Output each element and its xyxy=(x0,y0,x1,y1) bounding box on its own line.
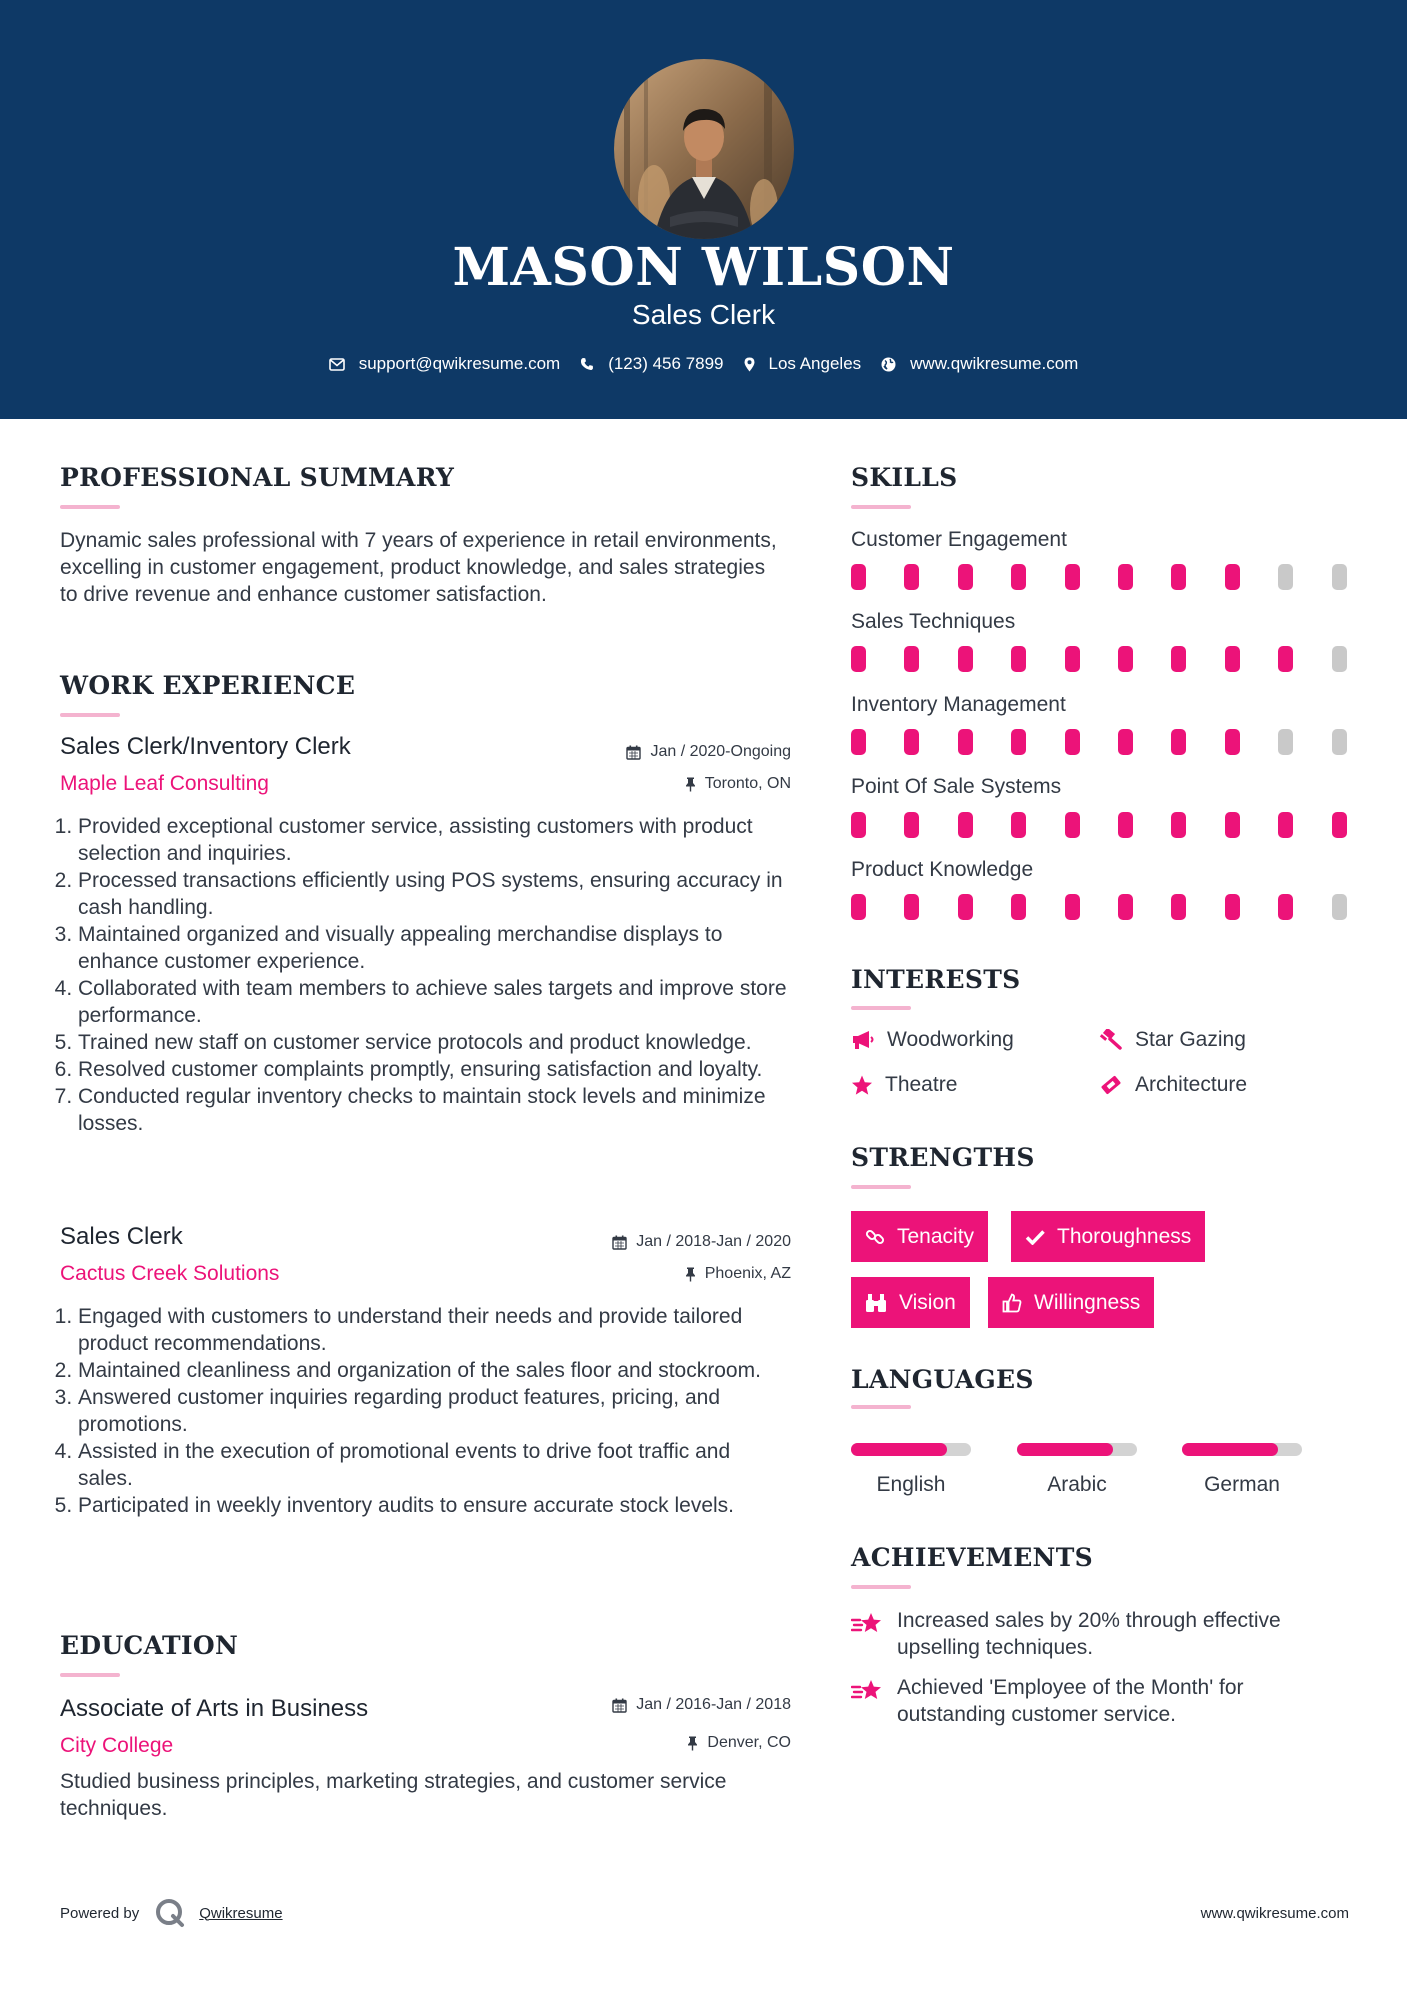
list-item: 5. Participated in weekly inventory audits to ensure accurate stock levels. xyxy=(78,1492,790,1519)
shooting-star-icon xyxy=(851,1678,885,1704)
phone-icon xyxy=(580,357,594,371)
skill-dot-filled xyxy=(1225,894,1240,920)
job-date-text: Jan / 2018-Jan / 2020 xyxy=(636,1233,791,1250)
education-location xyxy=(687,1732,791,1754)
skill-dot-filled xyxy=(1171,564,1186,590)
footer-url[interactable]: www.qwikresume.com xyxy=(1200,1905,1349,1922)
list-item: 2. Maintained cleanliness and organization of the sales floor and stockroom. xyxy=(78,1357,790,1384)
footer-powered-by xyxy=(60,1898,283,1928)
skill-dot-filled xyxy=(1011,646,1026,672)
skill-dot-filled xyxy=(904,564,919,590)
skill-dot-filled xyxy=(1332,812,1347,838)
skill-dot-filled xyxy=(1065,812,1080,838)
skill-dot-filled xyxy=(1171,646,1186,672)
education-date xyxy=(612,1694,791,1716)
contact-phone[interactable] xyxy=(580,352,723,376)
interest-label: Star Gazing xyxy=(1135,1028,1246,1051)
list-item: 2. Processed transactions efficiently using POS systems, ensuring accuracy in cash handling. xyxy=(78,867,790,921)
job-title: Sales Clerk/Inventory Clerk xyxy=(60,733,351,760)
interest-label: Architecture xyxy=(1135,1073,1248,1096)
experience-heading: WORK EXPERIENCE xyxy=(60,671,356,700)
skill-rating xyxy=(851,646,1351,672)
skill-name: Sales Techniques xyxy=(851,610,1016,633)
skill-dot-filled xyxy=(1171,812,1186,838)
list-item: 6. Resolved customer complaints promptly, ensuring satisfaction and loyalty. xyxy=(78,1056,790,1083)
achievements-heading: ACHIEVEMENTS xyxy=(851,1543,1093,1572)
skill-dot-filled xyxy=(1065,646,1080,672)
summary-text: Dynamic sales professional with 7 years of experience in retail environments, excelling in customer engagement, product knowledge, and sales strategies to drive revenue and enhance customer satisfaction. xyxy=(60,529,777,606)
skill-name: Point Of Sale Systems xyxy=(851,775,1062,798)
interest-item xyxy=(1099,1072,1247,1098)
strength-chip xyxy=(851,1277,970,1328)
contact-website-text: www.qwikresume.com xyxy=(910,354,1079,373)
gavel-icon xyxy=(1099,1029,1123,1051)
language-name: German xyxy=(1204,1473,1280,1496)
job-date-text: Jan / 2020-Ongoing xyxy=(650,743,791,760)
interest-item xyxy=(851,1027,1014,1053)
contact-website[interactable] xyxy=(881,352,1078,376)
strength-label: Willingness xyxy=(1034,1290,1141,1314)
skill-dot-filled xyxy=(958,894,973,920)
job-date xyxy=(626,741,791,763)
language-level-fill xyxy=(1017,1443,1113,1456)
strength-chip xyxy=(1011,1211,1205,1262)
skill-dot-filled xyxy=(1278,646,1293,672)
powered-by-text: Powered by xyxy=(60,1904,140,1922)
strength-label: Thoroughness xyxy=(1057,1224,1192,1248)
job-location xyxy=(685,773,791,795)
skill-dot-filled xyxy=(851,729,866,755)
skill-dot-filled xyxy=(904,729,919,755)
skill-dot-filled xyxy=(958,729,973,755)
strengths-heading: STRENGTHS xyxy=(851,1143,1035,1172)
binoculars-icon xyxy=(865,1293,887,1313)
skill-dot-filled xyxy=(851,894,866,920)
contact-location xyxy=(744,352,862,376)
skill-dot-filled xyxy=(904,894,919,920)
skill-rating xyxy=(851,812,1351,838)
skill-dot-filled xyxy=(958,564,973,590)
skill-dot-empty xyxy=(1278,564,1293,590)
skill-dot-filled xyxy=(1065,564,1080,590)
skill-name: Customer Engagement xyxy=(851,528,1067,551)
skill-dot-filled xyxy=(1118,894,1133,920)
qwikresume-link[interactable]: Qwikresume xyxy=(199,1904,283,1922)
qwikresume-logo-icon xyxy=(155,1898,185,1928)
strengths-heading-underline xyxy=(851,1185,911,1189)
list-item: 4. Assisted in the execution of promotional events to drive foot traffic and sales. xyxy=(78,1438,790,1492)
achievement-text: Achieved 'Employee of the Month' for outstanding customer service. xyxy=(897,1676,1244,1726)
job-date xyxy=(612,1231,791,1253)
skill-dot-empty xyxy=(1332,894,1347,920)
check-icon xyxy=(1025,1229,1045,1245)
pushpin-icon xyxy=(685,777,696,792)
skill-rating xyxy=(851,564,1351,590)
summary-heading: PROFESSIONAL SUMMARY xyxy=(60,463,455,492)
skill-dot-filled xyxy=(1278,894,1293,920)
contact-email-text: support@qwikresume.com xyxy=(358,354,561,373)
envelope-icon xyxy=(329,358,345,371)
thumbs-up-icon xyxy=(1002,1293,1022,1313)
experience-heading-underline xyxy=(60,713,120,717)
skill-dot-filled xyxy=(851,646,866,672)
language-level-bar xyxy=(1182,1443,1302,1456)
resume-header xyxy=(0,0,1407,419)
skill-dot-filled xyxy=(1065,729,1080,755)
skill-dot-filled xyxy=(1171,894,1186,920)
contact-phone-text: (123) 456 7899 xyxy=(608,354,724,373)
strength-label: Tenacity xyxy=(897,1224,975,1248)
job-location xyxy=(685,1263,791,1285)
degree-title: Associate of Arts in Business xyxy=(60,1695,369,1722)
skill-dot-filled xyxy=(1118,729,1133,755)
map-pin-icon xyxy=(744,357,755,372)
education-date-text: Jan / 2016-Jan / 2018 xyxy=(636,1696,791,1713)
education-description: Studied business principles, marketing strategies, and customer service techniques. xyxy=(60,1770,727,1820)
skill-dot-filled xyxy=(904,812,919,838)
interest-label: Woodworking xyxy=(887,1028,1014,1051)
language-name: Arabic xyxy=(1047,1473,1107,1496)
skill-rating xyxy=(851,894,1351,920)
skill-dot-filled xyxy=(1065,894,1080,920)
skill-name: Inventory Management xyxy=(851,693,1066,716)
skill-dot-filled xyxy=(1011,894,1026,920)
candidate-role: Sales Clerk xyxy=(631,299,776,330)
link-icon xyxy=(865,1227,885,1247)
skill-rating xyxy=(851,729,1351,755)
list-item: 7. Conducted regular inventory checks to maintain stock levels and minimize losses. xyxy=(78,1083,790,1137)
job-company: Cactus Creek Solutions xyxy=(60,1262,280,1285)
strength-chip xyxy=(988,1277,1154,1328)
interest-item xyxy=(1099,1027,1246,1053)
job-duties-list xyxy=(60,1303,790,1519)
language-level-bar xyxy=(851,1443,971,1456)
strength-chip xyxy=(851,1211,988,1262)
language-level-fill xyxy=(851,1443,947,1456)
list-item: 3. Maintained organized and visually appealing merchandise displays to enhance customer experience. xyxy=(78,921,790,975)
globe-icon xyxy=(881,357,896,372)
job-duties-list xyxy=(60,813,790,1137)
shooting-star-icon xyxy=(851,1611,885,1637)
megaphone-icon xyxy=(851,1030,875,1050)
skill-dot-empty xyxy=(1332,564,1347,590)
education-heading: EDUCATION xyxy=(60,1631,239,1660)
contact-email[interactable] xyxy=(329,352,561,376)
skill-dot-filled xyxy=(1011,564,1026,590)
interests-heading: INTERESTS xyxy=(851,965,1021,994)
language-level-fill xyxy=(1182,1443,1278,1456)
list-item: 1. Provided exceptional customer service, assisting customers with product selection and inquiries. xyxy=(78,813,790,867)
star-icon xyxy=(851,1075,873,1096)
job-company: Maple Leaf Consulting xyxy=(60,772,269,795)
achievement-item xyxy=(851,1607,1351,1661)
skill-dot-filled xyxy=(1225,564,1240,590)
skill-dot-filled xyxy=(1171,729,1186,755)
candidate-name: MASON WILSON xyxy=(452,237,955,298)
contact-location-text: Los Angeles xyxy=(768,354,862,373)
strength-label: Vision xyxy=(899,1290,956,1314)
skill-dot-filled xyxy=(958,646,973,672)
job-location-text: Toronto, ON xyxy=(704,775,791,792)
achievement-text: Increased sales by 20% through effective upselling techniques. xyxy=(897,1609,1281,1659)
skill-dot-filled xyxy=(904,646,919,672)
calendar-icon xyxy=(626,745,641,760)
profile-photo xyxy=(614,59,794,239)
pushpin-icon xyxy=(687,1736,698,1751)
skills-heading-underline xyxy=(851,505,911,509)
achievements-heading-underline xyxy=(851,1585,911,1589)
skill-dot-filled xyxy=(851,812,866,838)
skill-dot-filled xyxy=(1225,646,1240,672)
interest-item xyxy=(851,1072,957,1098)
skill-dot-filled xyxy=(1118,646,1133,672)
skill-name: Product Knowledge xyxy=(851,858,1034,881)
calendar-icon xyxy=(612,1698,627,1713)
skill-dot-filled xyxy=(1225,812,1240,838)
job-title: Sales Clerk xyxy=(60,1223,183,1250)
skill-dot-filled xyxy=(1011,729,1026,755)
ticket-icon xyxy=(1099,1074,1123,1096)
education-location-text: Denver, CO xyxy=(707,1734,791,1751)
contact-bar xyxy=(0,352,1407,376)
skill-dot-filled xyxy=(1278,812,1293,838)
languages-heading-underline xyxy=(851,1405,911,1409)
calendar-icon xyxy=(612,1235,627,1250)
interests-heading-underline xyxy=(851,1006,911,1010)
school-name: City College xyxy=(60,1734,174,1757)
list-item: 1. Engaged with customers to understand their needs and provide tailored product recommendations. xyxy=(78,1303,790,1357)
list-item: 3. Answered customer inquiries regarding product features, pricing, and promotions. xyxy=(78,1384,790,1438)
list-item: 5. Trained new staff on customer service protocols and product knowledge. xyxy=(78,1029,790,1056)
language-name: English xyxy=(876,1473,946,1496)
skill-dot-filled xyxy=(1225,729,1240,755)
achievement-item xyxy=(851,1674,1351,1728)
skill-dot-filled xyxy=(1118,564,1133,590)
job-location-text: Phoenix, AZ xyxy=(704,1265,791,1282)
education-heading-underline xyxy=(60,1673,120,1677)
skill-dot-empty xyxy=(1332,729,1347,755)
skill-dot-filled xyxy=(851,564,866,590)
pushpin-icon xyxy=(685,1267,696,1282)
skill-dot-filled xyxy=(958,812,973,838)
interest-label: Theatre xyxy=(885,1073,958,1096)
skill-dot-empty xyxy=(1278,729,1293,755)
summary-heading-underline xyxy=(60,505,120,509)
languages-heading: LANGUAGES xyxy=(851,1365,1034,1394)
skill-dot-filled xyxy=(1011,812,1026,838)
skill-dot-filled xyxy=(1118,812,1133,838)
skill-dot-empty xyxy=(1332,646,1347,672)
skills-heading: SKILLS xyxy=(851,463,958,492)
list-item: 4. Collaborated with team members to achieve sales targets and improve store performance. xyxy=(78,975,790,1029)
language-level-bar xyxy=(1017,1443,1137,1456)
